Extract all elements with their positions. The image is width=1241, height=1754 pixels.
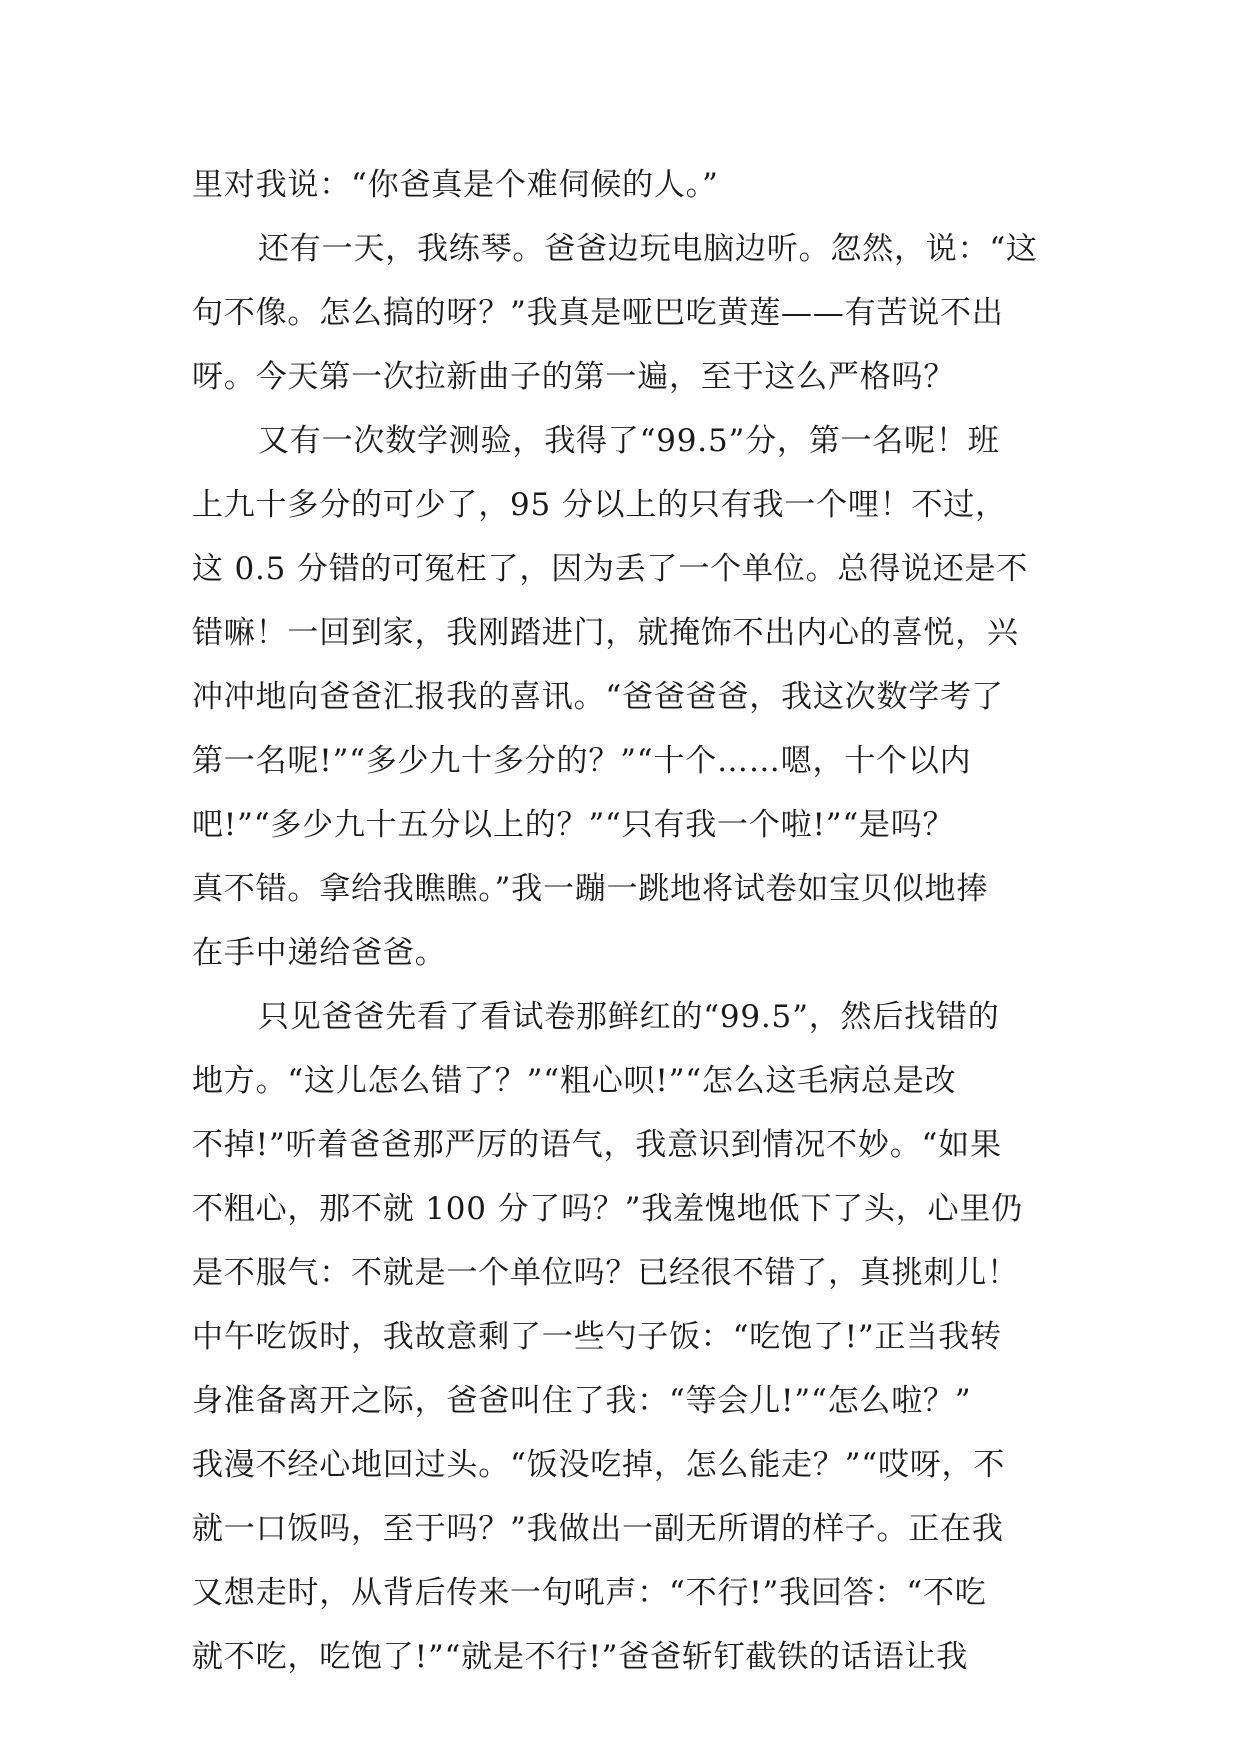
paragraph-start-line: 只见爸爸先看了看试卷那鲜红的“99.5”，然后找错的: [258, 999, 1000, 1035]
text-line: 就不吃，吃饱了!”“就是不行!”爸爸斩钉截铁的话语让我: [192, 1639, 969, 1675]
text-line: 又想走时，从背后传来一句吼声：“不行!”我回答：“不吃: [192, 1575, 987, 1611]
text-line: 不粗心，那不就 100 分了吗？”我羞愧地低下了头，心里仍: [192, 1191, 1023, 1227]
text-line: 身准备离开之际，爸爸叫住了我：“等会儿!”“怎么啦？”: [192, 1383, 972, 1419]
paragraph-start-line: 还有一天，我练琴。爸爸边玩电脑边听。忽然，说：“这: [258, 231, 1038, 267]
text-line: 我漫不经心地回过头。“饭没吃掉，怎么能走？”“哎呀，不: [192, 1447, 1006, 1483]
text-line: 中午吃饭时，我故意剩了一些勺子饭：“吃饱了!”正当我转: [192, 1319, 1002, 1355]
text-line: 上九十多分的可少了，95 分以上的只有我一个哩！不过，: [192, 487, 1007, 523]
text-line: 在手中递给爸爸。: [192, 935, 447, 971]
text-line: 地方。“这儿怎么错了？”“粗心呗!”“怎么这毛病总是改: [192, 1063, 957, 1099]
text-line: 不掉!”听着爸爸那严厉的语气，我意识到情况不妙。“如果: [192, 1127, 1002, 1163]
paragraph-start-line: 又有一次数学测验，我得了“99.5”分，第一名呢！班: [258, 423, 1000, 459]
text-line: 就一口饭吗，至于吗？”我做出一副无所谓的样子。正在我: [192, 1511, 1004, 1547]
text-line: 错嘛！一回到家，我刚踏进门，就掩饰不出内心的喜悦，兴: [192, 615, 1019, 651]
text-line: 第一名呢!”“多少九十多分的？”“十个……嗯，十个以内: [192, 743, 972, 779]
text-line: 呀。今天第一次拉新曲子的第一遍，至于这么严格吗？: [192, 359, 956, 395]
text-line: 句不像。怎么搞的呀？”我真是哑巴吃黄莲——有苦说不出: [192, 295, 1004, 331]
text-line: 这 0.5 分错的可冤枉了，因为丢了一个单位。总得说还是不: [192, 551, 1029, 587]
text-line: 里对我说：“你爸真是个难伺候的人。”: [192, 167, 719, 203]
text-line: 真不错。拿给我瞧瞧。”我一蹦一跳地将试卷如宝贝似地捧: [192, 871, 989, 907]
text-line: 是不服气：不就是一个单位吗？已经很不错了，真挑刺儿！: [192, 1255, 1019, 1291]
text-line: 冲冲地向爸爸汇报我的喜讯。“爸爸爸爸，我这次数学考了: [192, 679, 1004, 715]
text-line: 吧!”“多少九十五分以上的？”“只有我一个啦!”“是吗？: [192, 807, 955, 843]
